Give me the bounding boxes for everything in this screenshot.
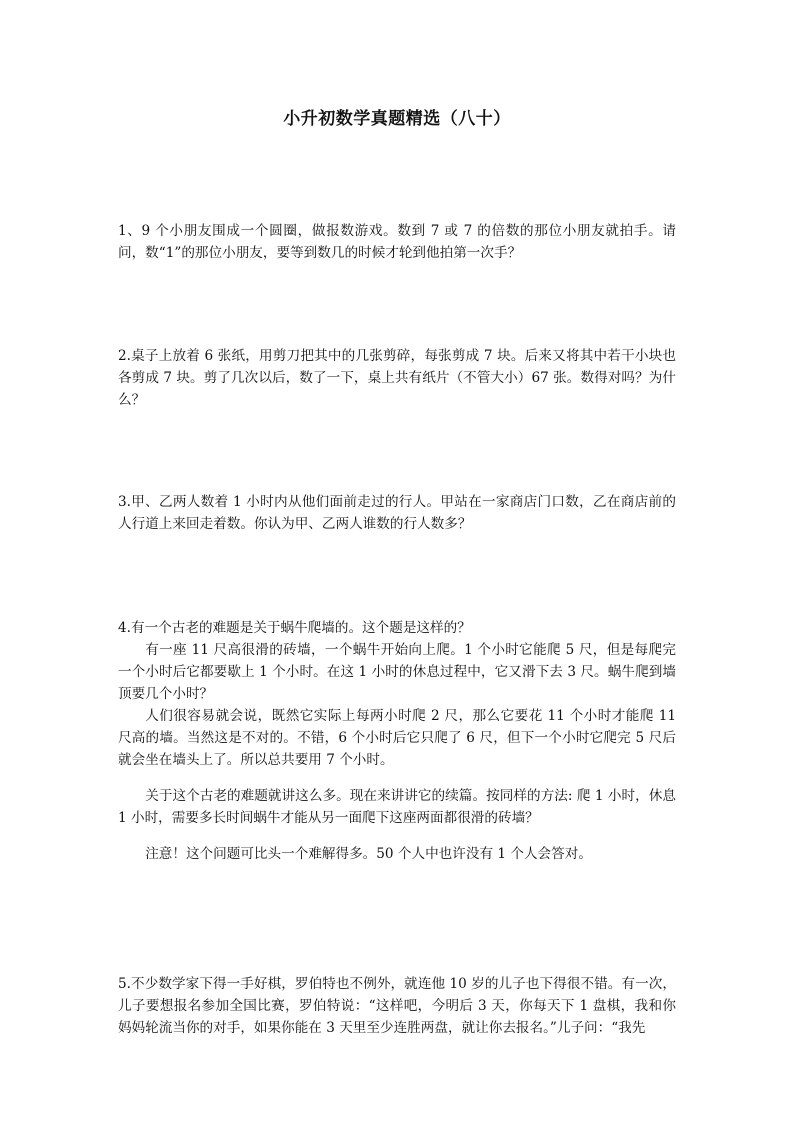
question-5 [118,973,676,1039]
question-4 [118,617,676,865]
question-4-sequel: 关于这个古老的难题就讲这么多。现在来讲讲它的续篇。按同样的方法: 爬 1 小时，休息 1 小时，需要多长时间蜗牛才能从另一面爬下这座两面都很滑的砖墙？ [118,788,676,826]
question-2-text: 2.桌子上放着 6 张纸，用剪刀把其中的几张剪碎，每张剪成 7 块。后来又将其中若干小块也各剪成 7 块。剪了几次以后，数了一下，桌上共有纸片（不管大小）67 张。数得对吗？为什么？ [118,348,676,408]
question-2 [118,345,676,411]
question-4-note: 注意！这个问题可比头一个难解得多。50 个人中也许没有 1 个人会答对。 [145,846,592,862]
question-3-text: 3.甲、乙两人数着 1 小时内从他们面前走过的行人。甲站在一家商店门口数，乙在商店前的人行道上来回走着数。你认为甲、乙两人谁数的行人数多？ [118,494,676,532]
question-1 [118,220,676,264]
question-4-explanation: 人们很容易就会说，既然它实际上每两小时爬 2 尺，那么它要花 11 个小时才能爬 11 尺高的墙。当然这是不对的。不错，6 个小时后它只爬了 6 尺，但下一个小时它爬完 5 尺后就会坐在墙头上了。所以总共要用 7 个小时。 [118,708,676,768]
question-4-problem: 有一座 11 尺高很滑的砖墙，一个蜗牛开始向上爬。1 个小时它能爬 5 尺，但是每爬完一个小时后它都要歇上 1 个小时。在这 1 小时的休息过程中，它又滑下去 3 尺。蜗牛爬到墙顶要几个小时？ [118,642,676,702]
question-5-text: 5.不少数学家下得一手好棋，罗伯特也不例外，就连他 10 岁的儿子也下得很不错。有一次，儿子要想报名参加全国比赛，罗伯特说：“这样吧，今明后 3 天，你每天下 1 盘棋，我和你妈妈轮流当你的对手，如果你能在 3 天里至少连胜两盘，就让你去报名。”儿子问：“我先 [118,976,676,1036]
question-3 [118,491,676,535]
question-1-text: 1、9 个小朋友围成一个圆圈，做报数游戏。数到 7 或 7 的倍数的那位小朋友就拍手。请问，数“1”的那位小朋友，要等到数几的时候才轮到他拍第一次手？ [118,223,676,261]
page-title: 小升初数学真题精选（八十） [283,109,511,129]
question-4-intro: 4.有一个古老的难题是关于蜗牛爬墙的。这个题是这样的？ [118,620,471,636]
